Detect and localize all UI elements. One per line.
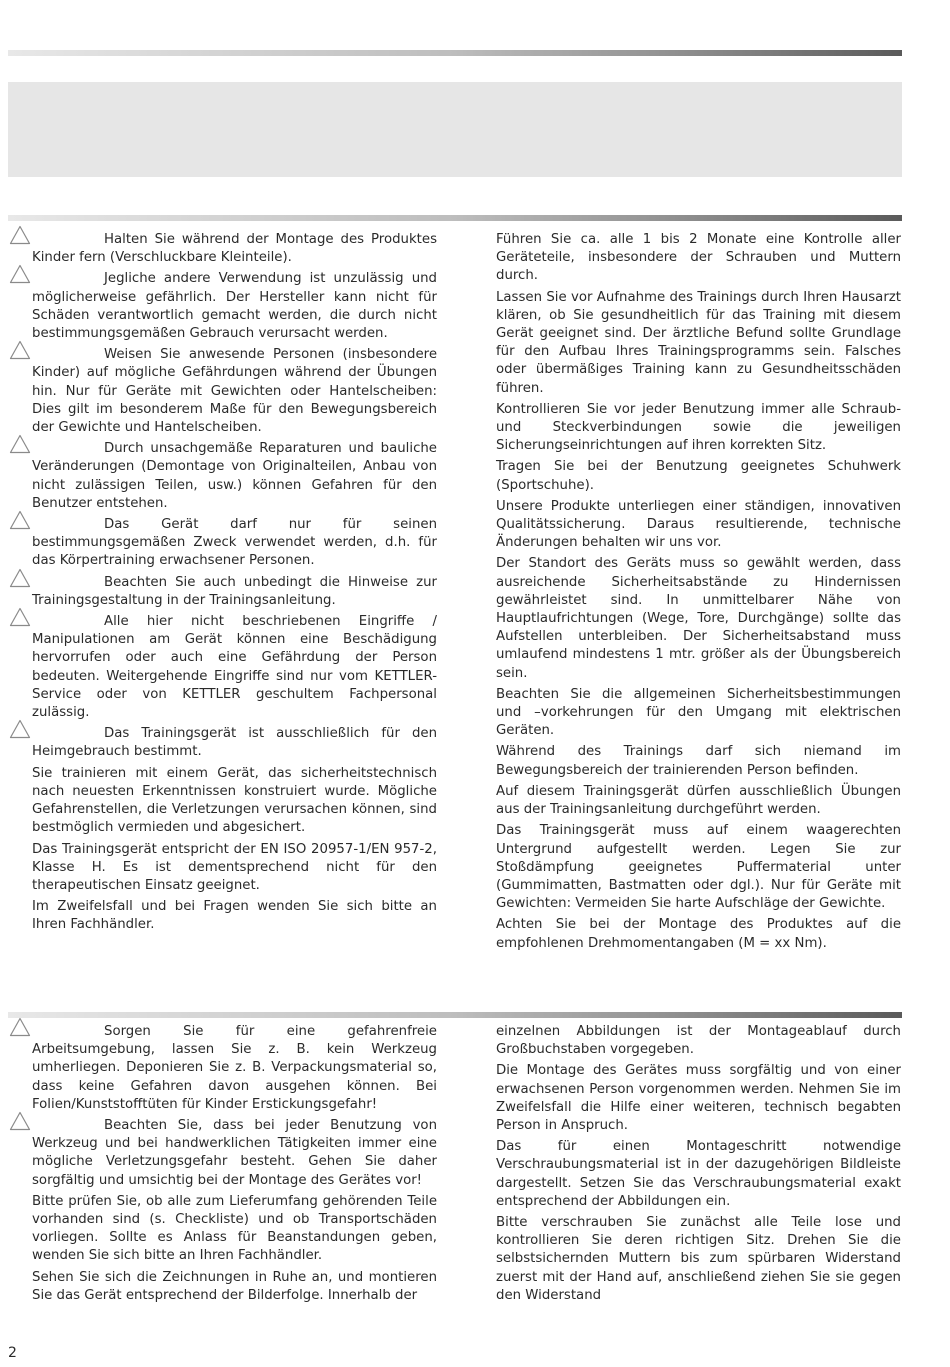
paragraph [496,498,901,553]
warning-paragraph [32,346,437,437]
paragraph-text: Während des Trainings darf sich niemand im Bewegungsbereich der trainierenden Person befinden. [496,744,901,778]
warning-triangle-icon [9,510,31,530]
paragraph-text: Lassen Sie vor Aufnahme des Trainings durch Ihren Hausarzt klären, ob Sie gesundheitlich für das Training mit diesem Gerät geeignet sind. Der ärztliche Befund sollte Grundlage für den Aufbau Ihres Trainingsprogramms sein. Falsches oder übermäßiges Training kann zu Gesundheitsschäden führen. [496,289,901,396]
paragraph-text: Beachten Sie auch unbedingt die Hinweise zur Trainingsgestaltung in der Trainingsanleitung. [32,574,437,608]
page-number: 2 [8,1345,17,1361]
paragraph [32,841,437,896]
paragraph-text: Bitte prüfen Sie, ob alle zum Lieferumfang gehörenden Teile vorhanden sind (s. Checkliste) und ob Transportschäden vorliegen. Sollte es Anlass für Beanstandungen geben, wenden Sie sich bitte an Ihren Fachhändler. [32,1193,437,1264]
header-box [8,82,902,177]
paragraph [496,289,901,398]
paragraph-text: Auf diesem Trainingsgerät dürfen ausschließlich Übungen aus der Trainingsanleitung durchgeführt werden. [496,783,901,818]
paragraph [496,686,901,741]
paragraph [32,898,437,934]
paragraph-text: Das Trainingsgerät entspricht der EN ISO 20957-1/EN 957-2, Klasse H. Es ist dementsprechend nicht für den therapeutischen Einsatz geeignet. [32,841,437,893]
paragraph [496,1023,901,1059]
section2-right-column [496,1023,901,1308]
top-rule [8,50,902,56]
warning-paragraph [32,1117,437,1190]
paragraph-text: Kontrollieren Sie vor jeder Benutzung immer alle Schraub- und Steckverbindungen sowie die jeweiligen Sicherungseinrichtungen auf ihren korrekten Sitz. [496,401,901,454]
warning-triangle-icon [9,1111,31,1131]
paragraph-text: Der Standort des Geräts muss so gewählt werden, dass ausreichende Sicherheitsabstände zu Hindernissen gewährleistet sind. In unmittelbarer Nähe von Hauptlaufrichtungen (Wege, Tore, Durchgänge) sollte das Aufstellen unterbleiben. Der Sicherheitsabstand muss umlaufend mindestens 1 mtr. größer als der Übungsbereich sein. [496,556,901,681]
section2-left-column [32,1023,437,1308]
paragraph-text: Alle hier nicht beschriebenen Eingriffe / Manipulationen am Gerät können eine Beschädigung hervorrufen oder auch eine Gefährdung der Person bedeuten. Weitergehende Eingriffe sind nur vom KETTLER-Service oder von KETTLER geschultem Fachpersonal zulässig. [32,614,437,721]
paragraph [496,916,901,952]
paragraph-text: Achten Sie bei der Montage des Produktes auf die empfohlenen Drehmomentangaben (M = xx Nm). [496,917,901,951]
warning-paragraph [32,1023,437,1114]
paragraph-text: Die Montage des Gerätes muss sorgfältig und von einer erwachsenen Person vorgenommen werden. Nehmen Sie im Zweifelsfall die Hilfe einer weiteren, technisch begabten Person in Anspruch. [496,1063,901,1134]
paragraph-text: Unsere Produkte unterliegen einer ständigen, innovativen Qualitätssicherung. Daraus resultierende, technische Änderungen behalten wir uns vor. [496,498,901,551]
paragraph [32,1193,437,1266]
paragraph-text: Beachten Sie, dass bei jeder Benutzung von Werkzeug und bei handwerklichen Tätigkeiten immer eine mögliche Verletzungsgefahr besteht. Gehen Sie daher sorgfältig und umsichtig bei der Montage des Gerätes vor! [32,1118,437,1188]
paragraph [496,555,901,682]
paragraph [496,743,901,779]
paragraph-text: Im Zweifelsfall und bei Fragen wenden Sie sich bitte an Ihren Fachhändler. [32,899,437,933]
paragraph-text: Tragen Sie bei der Benutzung geeignetes Schuhwerk (Sportschuhe). [496,459,901,493]
paragraph-text: Das Gerät darf nur für seinen bestimmungsgemäßen Zweck verwendet werden, d.h. für das Körpertraining erwachsener Personen. [32,517,437,569]
warning-paragraph [32,231,437,267]
warning-paragraph [32,440,437,513]
paragraph [496,1214,901,1305]
paragraph-text: Weisen Sie anwesende Personen (insbesondere Kinder) auf mögliche Gefährdungen während der Übungen hin. Nur für Geräte mit Gewichten oder Hantelscheiben: Dies gilt im besonderem Maße für den Bewegungsbereich der Gewichte und Hantelscheiben. [32,347,437,436]
paragraph [496,1062,901,1135]
paragraph [496,822,901,913]
paragraph-text: Das Trainingsgerät ist ausschließlich für den Heimgebrauch bestimmt. [32,726,437,760]
paragraph-text: einzelnen Abbildungen ist der Montageablauf durch Großbuchstaben vorgegeben. [496,1024,901,1058]
warning-triangle-icon [9,568,31,588]
paragraph-text: Beachten Sie die allgemeinen Sicherheitsbestimmungen und –vorkehrungen für den Umgang mit elektrischen Geräten. [496,686,901,739]
warning-paragraph [32,613,437,722]
warning-triangle-icon [9,1017,31,1037]
warning-triangle-icon [9,434,31,454]
paragraph [32,765,437,838]
warning-paragraph [32,574,437,610]
paragraph-text: Sie trainieren mit einem Gerät, das sicherheitstechnisch nach neuesten Erkenntnissen konstruiert wurde. Mögliche Gefahrenstellen, die Verletzungen verursachen können, sind bestmöglich vermieden und abgesichert. [32,765,437,836]
warning-triangle-icon [9,264,31,284]
paragraph-text: Das Trainingsgerät muss auf einem waagerechten Untergrund aufgestellt werden. Legen Sie zur Stoßdämpfung geeignetes Puffermaterial unter (Gummimatten, Bastmatten oder dgl.). Nur für Geräte mit Gewichten: Vermeiden Sie harte Aufschläge der Gewichte. [496,823,901,912]
paragraph [496,458,901,494]
paragraph-text: Halten Sie während der Montage des Produktes Kinder fern (Verschluckbare Kleinteile). [32,232,437,266]
paragraph [496,783,901,819]
section1-left-column [32,231,437,938]
section1-rule [8,215,902,221]
warning-paragraph [32,725,437,761]
warning-triangle-icon [9,607,31,627]
paragraph-text: Jegliche andere Verwendung ist unzulässig und möglicherweise gefährlich. Der Hersteller kann nicht für Schäden verantwortlich gemacht werden, die durch nicht bestimmungsgemäßen Gebrauch verursacht werden. [32,271,437,342]
paragraph-text: Durch unsachgemäße Reparaturen und bauliche Veränderungen (Demontage von Originalteilen, Anbau von nicht zulässigen Teilen, usw.) können Gefahren für den Benutzer entstehen. [32,441,437,511]
warning-paragraph [32,516,437,571]
section2-rule [8,1012,902,1018]
paragraph-text: Das für einen Montageschritt notwendige Verschraubungsmaterial ist in der dazugehörigen Bildleiste dargestellt. Setzen Sie das Verschraubungsmaterial exakt entsprechend der Abbildungen ein. [496,1139,901,1209]
paragraph [496,401,901,456]
paragraph [496,231,901,286]
paragraph [496,1138,901,1211]
paragraph-text: Sehen Sie sich die Zeichnungen in Ruhe an, und montieren Sie das Gerät entsprechend der Bilderfolge. Innerhalb der [32,1269,437,1303]
paragraph-text: Sorgen Sie für eine gefahrenfreie Arbeitsumgebung, lassen Sie z. B. kein Werkzeug umherliegen. Deponieren Sie z. B. Verpackungsmaterial so, dass keine Gefahren davon ausgehen können. Bei Folien/Kunststofftüten für Kinder Erstickungsgefahr! [32,1024,437,1112]
warning-triangle-icon [9,719,31,739]
paragraph-text: Bitte verschrauben Sie zunächst alle Teile lose und kontrollieren Sie deren richtigen Sitz. Drehen Sie die selbstsichernden Muttern bis zum spürbaren Widerstand zuerst mit der Hand auf, anschließend ziehen Sie sie gegen den Widerstand [496,1215,901,1303]
paragraph-text: Führen Sie ca. alle 1 bis 2 Monate eine Kontrolle aller Geräteteile, insbesondere der Schrauben und Muttern durch. [496,232,901,284]
section1-right-column [496,231,901,956]
warning-triangle-icon [9,225,31,245]
paragraph [32,1269,437,1305]
warning-triangle-icon [9,340,31,360]
warning-paragraph [32,270,437,343]
